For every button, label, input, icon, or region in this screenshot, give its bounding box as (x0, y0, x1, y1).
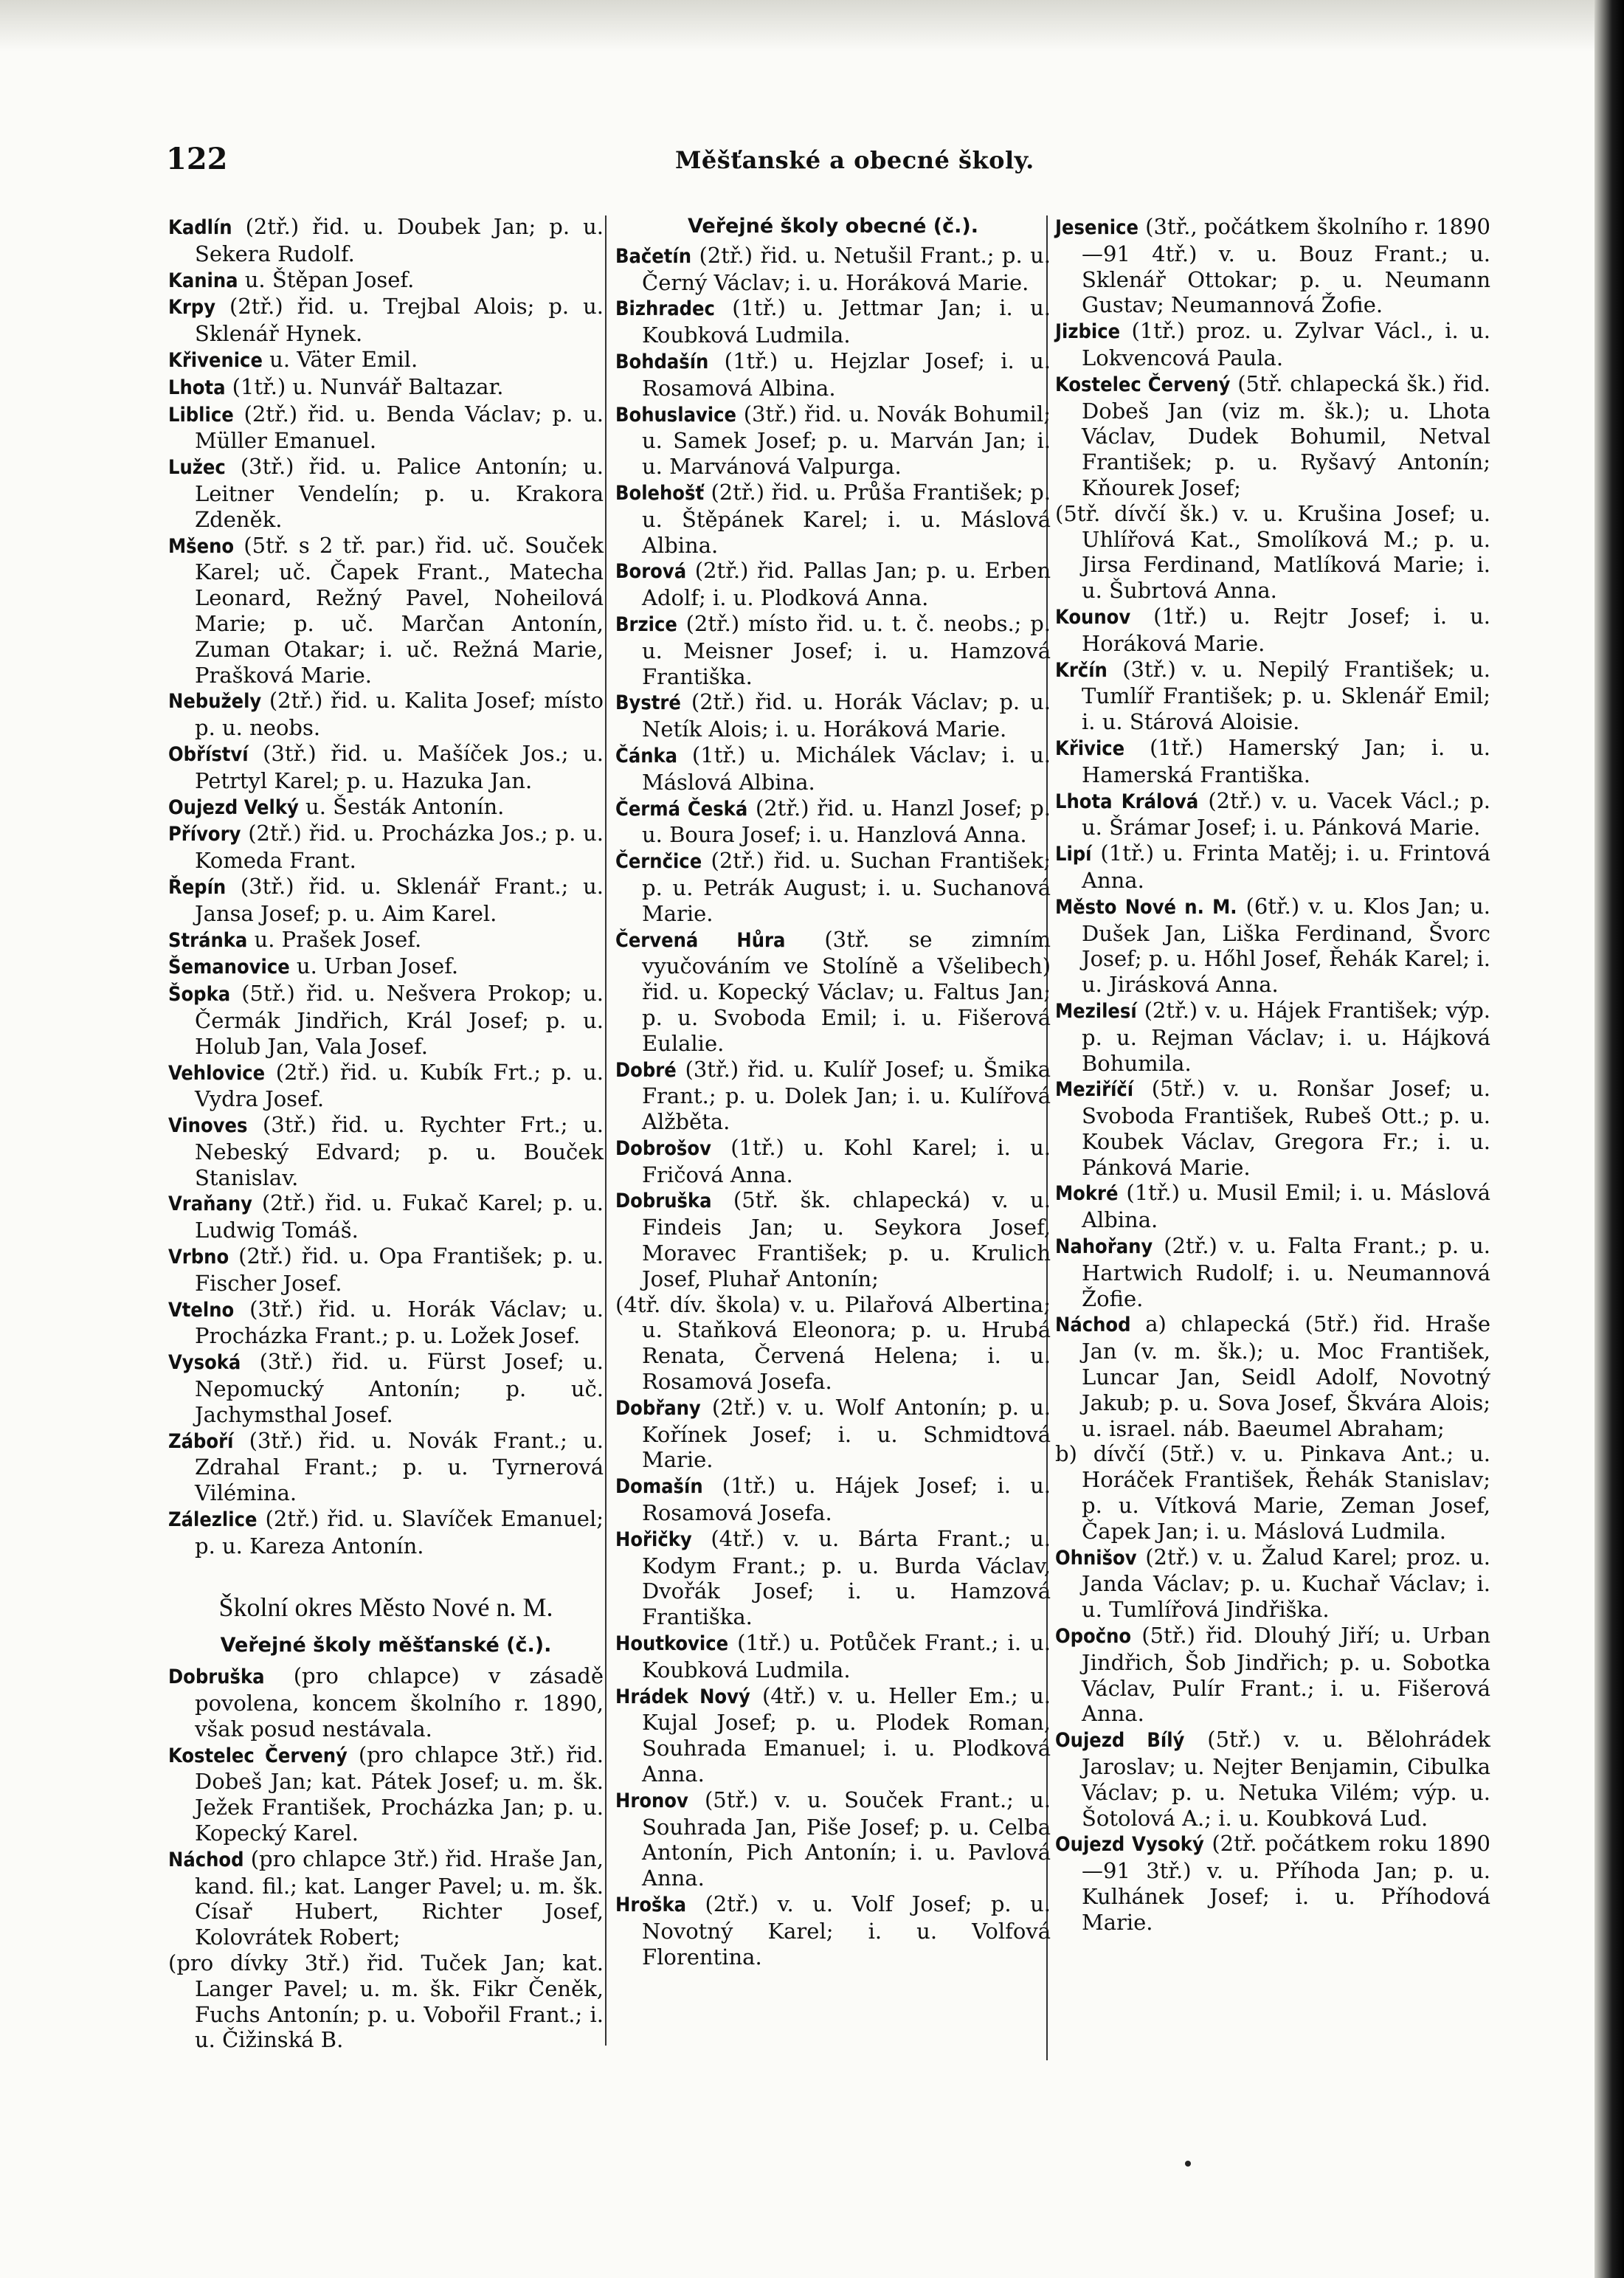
entry-text: (5tř. s 2 tř. par.) řid. uč. Souček Karel; uč. Čapek Frant., Matecha Leonard, Režný Pavel, Noheilová Marie; p. uč. Marčan Antonín, Zuman Otakar; i. uč. Režná Marie, Prašková Marie. (195, 532, 604, 688)
place-name: Nahořany (1055, 1235, 1153, 1259)
list-item (1055, 1727, 1490, 1831)
place-name: Hronov (615, 1789, 688, 1812)
scan-edge-right (1594, 0, 1624, 2278)
list-item (615, 295, 1051, 348)
list-item (1055, 1076, 1490, 1180)
place-name: Dobrošov (615, 1136, 711, 1160)
list-item (615, 742, 1051, 795)
list-item (1055, 214, 1490, 318)
place-name: Obříství (168, 742, 249, 766)
entry-text: (1tř.) u. Frinta Matěj; i. u. Frintová Anna. (1082, 841, 1490, 893)
list-item (1055, 1311, 1490, 1441)
entry-text: (5tř.) řid. Dlouhý Jiří; u. Urban Jindřich, Šob Jindřich; p. u. Sobotka Václav, Pulír Frant.; i. u. Fišerová Anna. (1082, 1623, 1490, 1727)
list-item (615, 848, 1051, 926)
entry-text: (pro chlapce 3tř.) řid. Hraše Jan, kand. fil.; kat. Langer Pavel; u. m. šk. Císař Hubert, Richter Josef, Kolovrátek Robert; (195, 1846, 604, 1950)
list-item (1055, 894, 1490, 998)
place-name: Hroška (615, 1894, 687, 1916)
entry-text: (4tř.) v. u. Heller Em.; u. Kujal Josef; p. u. Plodek Roman, Souhrada Emanuel; i. u. Plodková Anna. (642, 1682, 1051, 1787)
list-item (1055, 318, 1490, 371)
entry-text: u. Urban Josef. (289, 953, 459, 979)
list-item (615, 1526, 1051, 1630)
list-item (615, 1683, 1051, 1787)
entry-list (168, 214, 604, 1559)
entry-text: (5tř.) v. u. Souček Frant.; u. Souhrada Jan, Piše Josef; p. u. Celba Antonín, Pich Antonín; i. u. Pavlová Anna. (642, 1787, 1051, 1891)
list-item (168, 741, 604, 794)
column-left (168, 214, 604, 2053)
place-name: Vinoves (168, 1114, 248, 1138)
entry-text: (3tř., počátkem školního r. 1890—91 4tř.) v. u. Bouz Frant.; u. Sklenář Ottokar; p. u. Neumann Gustav; Neumannová Žofie. (1082, 214, 1490, 318)
place-name: Kadlín (168, 216, 232, 239)
district-title: Školní okres Město Nové n. M. (218, 1592, 553, 1622)
place-name: Řepín (168, 875, 227, 899)
entry-text: u. Šesták Antonín. (298, 793, 505, 819)
place-name: Krčín (1055, 658, 1108, 682)
place-name: Oujezd Bílý (1055, 1729, 1185, 1753)
entry-text: (1tř.) proz. u. Zylvar Václ., i. u. Lokvencová Paula. (1082, 318, 1490, 370)
list-item (168, 1349, 604, 1427)
entry-text: (2tř.) řid. u. Trejbal Alois; p. u. Sklenář Hynek. (195, 294, 604, 347)
list-item (168, 454, 604, 532)
place-name: Dobruška (615, 1190, 712, 1213)
place-name: Náchod (168, 1848, 244, 1871)
place-name: Jesenice (1055, 216, 1138, 239)
entry-text: u. Prašek Josef. (247, 926, 422, 952)
place-name: Bohuslavice (615, 403, 736, 427)
place-name: Nebužely (168, 690, 262, 714)
place-name: Lhota Králová (1055, 790, 1199, 813)
entry-text: (2tř.) v. u. Volf Josef; p. u. Novotný Karel; i. u. Volfová Florentina. (642, 1891, 1051, 1970)
place-name: Jizbice (1055, 320, 1121, 344)
place-name: Červená Hůra (615, 928, 786, 952)
list-item (168, 1506, 604, 1559)
list-item (615, 348, 1051, 401)
list-item (1055, 841, 1490, 894)
list-item (1055, 1180, 1490, 1233)
place-name: Přívory (168, 823, 241, 846)
list-item (168, 953, 604, 981)
column-title: Veřejné školy obecné (č.). (688, 215, 978, 238)
column-middle (615, 214, 1051, 1970)
list-item (168, 794, 604, 821)
entry-text: (2tř.) řid. u. Hanzl Josef; p. u. Boura Josef; i. u. Hanzlová Anna. (642, 795, 1051, 848)
list-item (168, 533, 604, 688)
place-name: Krpy (168, 296, 216, 320)
list-item (1055, 788, 1490, 841)
place-name: Oujezd Velký (168, 795, 299, 819)
place-name: Lužec (168, 456, 226, 480)
entry-text: (5tř. chlapecká šk.) řid. Dobeš Jan (viz m. šk.); u. Lhota Václav, Dudek Bohumil, Netval František; p. u. Ryšavý Antonín; Kňourek Josef; (1082, 370, 1490, 500)
place-name: Křivice (1055, 736, 1125, 760)
list-item (1055, 735, 1490, 788)
entry-text: (2tř.) v. u. Hájek František; výp. p. u. Rejman Václav; i. u. Hájková Bohumila. (1082, 997, 1490, 1076)
entry-text: (5tř. dívčí šk.) v. u. Krušina Josef; u. Uhlířová Kat., Smolíková M.; p. u. Jirsa Ferdinand, Matlíková Marie; i. u. Šubrtová Anna. (1055, 500, 1490, 604)
place-name: Vehlovice (168, 1061, 266, 1085)
entry-text: (1tř.) u. Michálek Václav; i. u. Máslová Albina. (642, 742, 1051, 795)
list-item (615, 1787, 1051, 1891)
entry-text: (3tř.) řid. u. Horák Václav; u. Procházka Frant.; p. u. Ložek Josef. (195, 1296, 604, 1349)
place-name: Mezilesí (1055, 999, 1137, 1023)
place-name: Dobruška (168, 1666, 265, 1689)
entry-text: (3tř.) řid. u. Mašíček Jos.; u. Petrtyl Karel; p. u. Hazuka Jan. (195, 740, 604, 793)
place-name: Hrádek Nový (615, 1685, 750, 1708)
list-item (168, 1950, 604, 2053)
list-item (168, 1060, 604, 1113)
list-item (168, 981, 604, 1059)
entry-text: a) chlapecká (5tř.) řid. Hraše Jan (v. m. šk.); u. Moc František, Luncar Jan, Seidl Adolf, Novotný Jakub; p. u. Sova Josef, Škvára Alois; u. israel. náb. Baeumel Abraham; (1082, 1311, 1490, 1441)
place-name: Vysoká (168, 1351, 241, 1375)
place-name: Meziříčí (1055, 1078, 1134, 1102)
entry-list (615, 243, 1051, 1970)
list-item (615, 1057, 1051, 1135)
list-item (615, 558, 1051, 611)
place-name: Mšeno (168, 534, 235, 558)
list-item (168, 1428, 604, 1506)
place-name: Opočno (1055, 1625, 1132, 1649)
list-item (168, 688, 604, 741)
list-item (168, 927, 604, 954)
entry-text: (2tř.) řid. u. Fukač Karel; p. u. Ludwig Tomáš. (195, 1190, 604, 1243)
entry-text: u. Väter Emil. (262, 346, 418, 372)
column-right (1055, 214, 1490, 1936)
entry-text: (2tř.) řid. u. Průša František; p. u. Štěpánek Karel; i. u. Máslová Albina. (642, 479, 1051, 558)
entry-text: (2tř.) v. u. Falta Frant.; p. u. Hartwich Rudolf; i. u. Neumannová Žofie. (1082, 1233, 1490, 1311)
school-list (168, 1663, 604, 2053)
list-item (615, 480, 1051, 558)
entry-list (1055, 214, 1490, 1936)
list-item (1055, 1623, 1490, 1727)
entry-text: (1tř.) u. Rejtr Josef; i. u. Horáková Marie. (1082, 603, 1490, 656)
entry-text: (2tř.) řid. u. Kalita Josef; místo p. u. neobs. (195, 688, 604, 741)
list-item (615, 1630, 1051, 1683)
entry-text: (3tř.) řid. u. Sklenář Frant.; u. Jansa Josef; p. u. Aim Karel. (195, 873, 604, 926)
entry-text: (2tř.) v. u. Vacek Václ.; p. u. Šrámar Josef; i. u. Pánková Marie. (1082, 787, 1490, 841)
entry-text: (2tř.) řid. u. Kubík Frt.; p. u. Vydra Josef. (195, 1059, 604, 1112)
running-head: Měšťanské a obecné školy. (675, 146, 1034, 174)
place-name: Šopka (168, 983, 231, 1007)
place-name: Bystré (615, 691, 681, 715)
entry-text: (5tř. šk. chlapecká) v. u. Findeis Jan; u. Seykora Josef, Moravec František; p. u. Krulich Josef, Pluhař Antonín; (642, 1187, 1051, 1291)
list-item (615, 689, 1051, 742)
place-name: Kostelec Červený (168, 1744, 348, 1767)
place-name: Zálezlice (168, 1508, 258, 1532)
list-item (168, 401, 604, 455)
entry-text: (1tř.) u. Jettmar Jan; i. u. Koubková Ludmila. (642, 295, 1051, 348)
list-item (615, 611, 1051, 689)
entry-text: (2tř. počátkem roku 1890—91 3tř.) v. u. Příhoda Jan; p. u. Kulhánek Josef; i. u. Příhodová Marie. (1082, 1831, 1491, 1935)
place-name: Kostelec Červený (1055, 373, 1231, 396)
place-name: Dobřany (615, 1396, 701, 1420)
place-name: Dobré (615, 1058, 677, 1082)
list-item (615, 1292, 1051, 1395)
list-item (1055, 998, 1490, 1076)
list-item (168, 821, 604, 874)
list-item (168, 1190, 604, 1243)
place-name: Kanina (168, 269, 238, 292)
list-item (615, 243, 1051, 296)
entry-text: (2tř.) řid. u. Benda Václav; p. u. Müller Emanuel. (195, 401, 604, 454)
entry-text: (pro chlapce) v zásadě povolena, koncem školního r. 1890, však posud nestávala. (195, 1663, 604, 1742)
list-item (615, 927, 1051, 1057)
place-name: Čermá Česká (615, 797, 748, 821)
list-item (1055, 604, 1490, 657)
place-name: Záboří (168, 1429, 234, 1453)
list-item (168, 874, 604, 927)
ink-dot (1185, 2161, 1191, 2167)
entry-text: (3tř.) řid. u. Kulíř Josef; u. Šmika Frant.; p. u. Dolek Jan; i. u. Kulířová Alžběta. (642, 1056, 1051, 1135)
section-heading: Veřejné školy měšťanské (č.). (220, 1634, 552, 1657)
list-item (1055, 1441, 1490, 1544)
entry-text: (4tř.) v. u. Bárta Frant.; u. Kodym Frant.; p. u. Burda Václav, Dvořák Josef; i. u. Hamzová Františka. (642, 1525, 1051, 1630)
column-divider (605, 215, 607, 2046)
page-number: 122 (166, 142, 228, 176)
entry-text: (2tř.) řid. u. Horák Václav; p. u. Netík Alois; i. u. Horáková Marie. (642, 689, 1051, 742)
place-name: Houtkovice (615, 1632, 729, 1656)
list-item (1055, 371, 1490, 501)
entry-text: (3tř.) řid. u. Novák Bohumil; u. Samek Josef; p. u. Marván Jan; i. u. Marvánová Valpurga. (642, 401, 1051, 480)
entry-text: (3tř.) řid. u. Fürst Josef; u. Nepomucký Antonín; p. uč. Jachymsthal Josef. (195, 1349, 604, 1427)
entry-text: (2tř.) v. u. Žalud Karel; proz. u. Janda Václav; p. u. Kuchař Václav; i. u. Tumlířová Jindřiška. (1082, 1544, 1490, 1623)
place-name: Borová (615, 560, 687, 584)
list-item (615, 1473, 1051, 1526)
place-name: Bolehošť (615, 481, 705, 505)
list-item (615, 401, 1051, 480)
list-item (1055, 1544, 1490, 1623)
list-item (168, 347, 604, 374)
place-name: Hořičky (615, 1528, 692, 1551)
entry-text: (5tř.) v. u. Bělohrádek Jaroslav; u. Nejter Benjamin, Cibulka Václav; p. u. Netuka Vilém; výp. u. Šotolová A.; i. u. Koubková Lud. (1082, 1727, 1490, 1831)
place-name: Brzice (615, 612, 677, 636)
scan-edge-top (0, 0, 1624, 52)
entry-text: u. Štěpan Josef. (238, 266, 415, 292)
place-name: Mokré (1055, 1182, 1119, 1206)
list-item (168, 1663, 604, 1742)
list-item (168, 214, 604, 267)
list-item (168, 1742, 604, 1846)
place-name: Město Nové n. M. (1055, 895, 1237, 919)
place-name: Čánka (615, 744, 678, 767)
entry-text: (4tř. dív. škola) v. u. Pilařová Albertina; u. Staňková Eleonora; p. u. Hrubá Renata, Červená Helena; i. u. Rosamová Josefa. (615, 1291, 1051, 1395)
place-name: Oujezd Vysoký (1055, 1833, 1204, 1857)
place-name: Vrbno (168, 1246, 229, 1269)
place-name: Ohnišov (1055, 1546, 1137, 1570)
list-item (615, 1395, 1051, 1473)
entry-text: (5tř.) řid. u. Nešvera Prokop; u. Čermák Jindřich, Král Josef; p. u. Holub Jan, Vala Josef. (195, 981, 604, 1059)
list-item (168, 1243, 604, 1297)
entry-text: (2tř.) řid. u. Doubek Jan; p. u. Sekera Rudolf. (195, 214, 604, 266)
list-item (615, 795, 1051, 849)
entry-text: b) dívčí (5tř.) v. u. Pinkava Ant.; u. Horáček František, Řehák Stanislav; p. u. Vítková Marie, Zeman Josef, Čapek Jan; i. u. Máslová Ludmila. (1055, 1441, 1490, 1544)
entry-text: (2tř.) řid. u. Slavíček Emanuel; p. u. Kareza Antonín. (195, 1506, 604, 1559)
place-name: Lipí (1055, 843, 1092, 866)
list-item (615, 1891, 1051, 1970)
place-name: Bizhradec (615, 297, 715, 321)
entry-text: (1tř.) u. Musil Emil; i. u. Máslová Albina. (1082, 1180, 1490, 1233)
place-name: Vraňany (168, 1193, 252, 1216)
place-name: Stránka (168, 928, 248, 952)
entry-text: (1tř.) u. Kohl Karel; i. u. Fričová Anna. (642, 1134, 1051, 1187)
entry-text: (pro chlapce 3tř.) řid. Dobeš Jan; kat. Pátek Josef; u. m. šk. Ježek František, Procházka Jan; p. u. Kopecký Karel. (195, 1742, 604, 1846)
entry-text: (3tř.) řid. u. Rychter Frt.; u. Nebeský Edvard; p. u. Bouček Stanislav. (195, 1112, 604, 1190)
place-name: Bačetín (615, 244, 692, 268)
list-item (1055, 501, 1490, 604)
entry-text: (3tř. se zimním vyučováním ve Stolíně a Všelibech) řid. u. Kopecký Václav; u. Faltus Jan; p. u. Svoboda Emil; i. u. Fišerová Eulalie. (642, 926, 1051, 1056)
entry-text: (3tř.) řid. u. Novák Frant.; u. Zdrahal Frant.; p. u. Tyrnerová Vilémina. (195, 1427, 604, 1506)
entry-text: (3tř.) řid. u. Palice Antonín; u. Leitner Vendelín; p. u. Krakora Zdeněk. (195, 454, 604, 532)
entry-text: (1tř.) u. Hájek Josef; i. u. Rosamová Josefa. (642, 1473, 1051, 1526)
place-name: Kounov (1055, 605, 1131, 629)
entry-text: (6tř.) v. u. Klos Jan; u. Dušek Jan, Liška Ferdinand, Švorc Josef; p. u. Hőhl Josef, Řehák Karel; i. u. Jirásková Anna. (1082, 893, 1490, 998)
page-header (166, 142, 1568, 186)
place-name: Bohdašín (615, 350, 709, 373)
place-name: Šemanovice (168, 956, 290, 979)
place-name: Lhota (168, 376, 226, 399)
entry-text: (2tř.) řid. u. Suchan František; p. u. Petrák August; i. u. Suchanová Marie. (642, 848, 1051, 926)
entry-text: (5tř.) v. u. Ronšar Josef; u. Svoboda František, Rubeš Ott.; p. u. Koubek Václav, Gregora Fr.; i. u. Pánková Marie. (1082, 1076, 1490, 1180)
list-item (168, 294, 604, 347)
entry-text: (2tř.) místo řid. u. t. č. neobs.; p. u. Meisner Josef; i. u. Hamzová Františka. (642, 610, 1051, 689)
list-item (1055, 1233, 1490, 1311)
list-item (1055, 1831, 1490, 1935)
entry-text: (2tř.) řid. Pallas Jan; p. u. Erben Adolf; i. u. Plodková Anna. (642, 558, 1051, 611)
list-item (168, 374, 604, 401)
list-item (168, 1297, 604, 1350)
entry-text: (pro dívky 3tř.) řid. Tuček Jan; kat. Langer Pavel; u. m. šk. Fikr Čeněk, Fuchs Antonín; p. u. Vobořil Frant.; i. u. Čižinská B. (168, 1950, 604, 2053)
entry-text: (2tř.) řid. u. Procházka Jos.; p. u. Komeda Frant. (195, 821, 604, 874)
entry-text: (1tř.) u. Potůček Frant.; i. u. Koubková Ludmila. (642, 1630, 1051, 1682)
list-item (615, 1135, 1051, 1188)
place-name: Křivenice (168, 348, 263, 372)
place-name: Černčice (615, 850, 702, 874)
place-name: Liblice (168, 403, 234, 427)
entry-text: (3tř.) v. u. Nepilý František; u. Tumlíř František; p. u. Sklenář Emil; i. u. Stárová Aloisie. (1082, 656, 1490, 735)
place-name: Domašín (615, 1475, 703, 1499)
list-item (615, 1187, 1051, 1291)
entry-text: (1tř.) u. Hejzlar Josef; i. u. Rosamová Albina. (642, 348, 1051, 401)
entry-text: (2tř.) řid. u. Netušil Frant.; p. u. Černý Václav; i. u. Horáková Marie. (642, 242, 1051, 295)
list-item (168, 1846, 604, 1950)
entry-text: (1tř.) u. Nunvář Baltazar. (225, 373, 504, 399)
list-item (168, 1112, 604, 1190)
entry-text: (1tř.) Hamerský Jan; i. u. Hamerská Františka. (1082, 734, 1490, 787)
list-item (168, 267, 604, 294)
place-name: Vtelno (168, 1298, 235, 1322)
list-item (1055, 657, 1490, 735)
place-name: Náchod (1055, 1314, 1131, 1337)
entry-text: (2tř.) v. u. Wolf Antonín; p. u. Kořínek Josef; i. u. Schmidtová Marie. (642, 1394, 1051, 1473)
entry-text: (2tř.) řid. u. Opa František; p. u. Fischer Josef. (195, 1243, 604, 1296)
